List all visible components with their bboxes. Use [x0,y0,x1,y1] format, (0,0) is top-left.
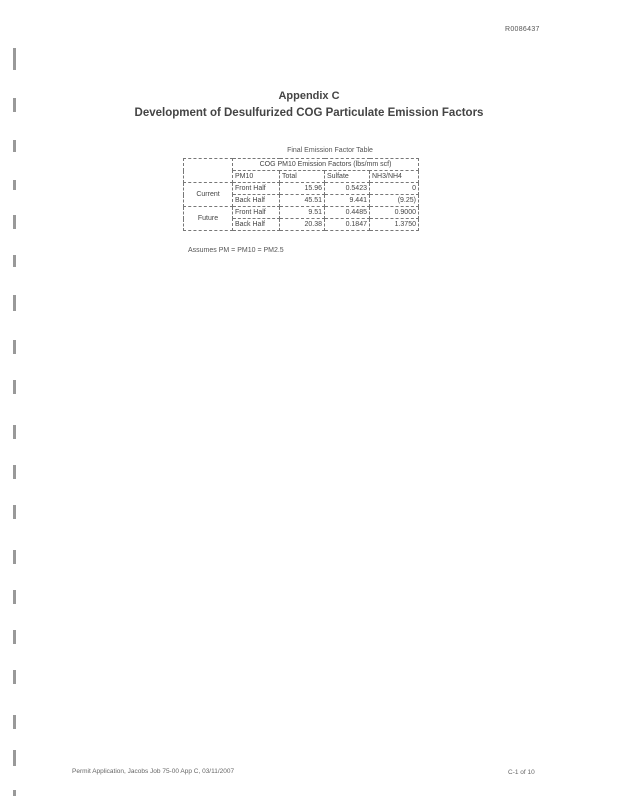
margin-mark [13,48,16,70]
total-cell: 20.38 [280,219,325,231]
sulfate-cell: 9.441 [325,195,370,207]
margin-mark [13,255,16,267]
margin-mark [13,670,16,684]
total-cell: 9.51 [280,207,325,219]
total-cell: 15.96 [280,183,325,195]
row-label: Back Half [233,219,280,231]
margin-mark [13,630,16,644]
left-margin-marks [10,40,22,800]
appendix-subtitle: Development of Desulfurized COG Particulate Emission Factors [134,107,484,119]
sulfate-cell: 0.5423 [325,183,370,195]
margin-mark [13,505,16,519]
sulfate-cell: 0.4485 [325,207,370,219]
sulfate-cell: 0.1847 [325,219,370,231]
row-label: Front Half [233,183,280,195]
nh4-cell: 1.3750 [370,219,419,231]
column-header: Sulfate [325,171,370,183]
group-label: Current [184,183,233,207]
margin-mark [13,715,16,729]
margin-mark [13,340,16,354]
total-cell: 45.51 [280,195,325,207]
margin-mark [13,590,16,604]
emission-factor-table [183,158,419,231]
table-corner-cell [184,159,233,183]
table-caption: Final Emission Factor Table [287,147,373,154]
footer-page-number: C-1 of 10 [508,769,535,776]
row-label: Front Half [233,207,280,219]
margin-mark [13,380,16,394]
table-row [184,183,419,195]
nh4-cell: (9.25) [370,195,419,207]
margin-mark [13,750,16,766]
margin-mark [13,550,16,564]
margin-mark [13,465,16,479]
column-header: Total [280,171,325,183]
appendix-title: Appendix C [278,90,340,102]
column-header: PM10 [233,171,280,183]
table-row [184,207,419,219]
margin-mark [13,180,16,190]
margin-mark [13,425,16,439]
nh4-cell: 0 [370,183,419,195]
table-super-header-row [184,159,419,171]
row-label: Back Half [233,195,280,207]
nh4-cell: 0.9000 [370,207,419,219]
column-header: NH3/NH4 [370,171,419,183]
margin-mark [13,295,16,311]
table-super-header: COG PM10 Emission Factors (lbs/mm scf) [233,159,419,171]
footer-citation: Permit Application, Jacobs Job 75-00 App C, 03/11/2007 [72,768,235,775]
margin-mark [13,140,16,152]
group-label: Future [184,207,233,231]
document-id: R0086437 [505,26,540,33]
table-footnote: Assumes PM = PM10 = PM2.5 [188,247,284,254]
margin-mark [13,215,16,229]
margin-mark [13,790,16,796]
